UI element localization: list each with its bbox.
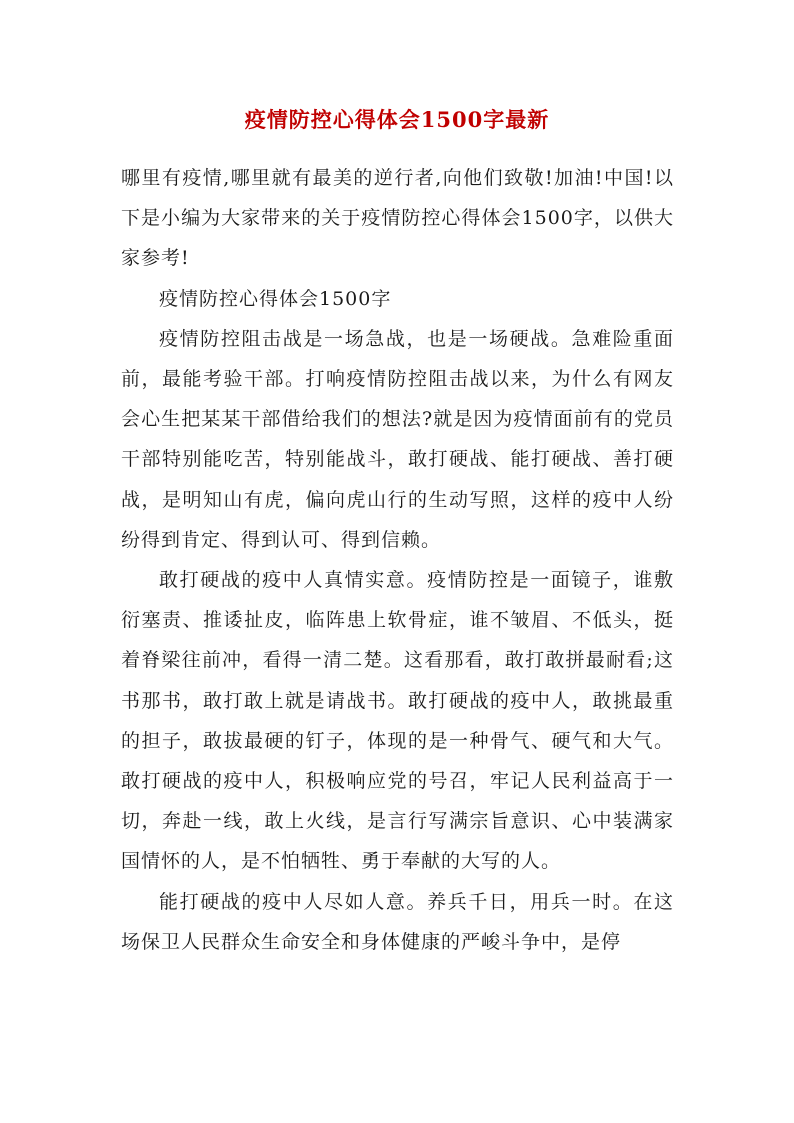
body-paragraph: 能打硬战的疫中人尽如人意。养兵千日，用兵一时。在这场保卫人民群众生命安全和身体健康的严峻斗争中，是停 <box>121 890 674 953</box>
body-paragraph: 疫情防控阻击战是一场急战，也是一场硬战。急难险重面前，最能考验干部。打响疫情防控阻击战以来，为什么有网友会心生把某某干部借给我们的想法?就是因为疫情面前有的党员干部特别能吃苦，特别能战斗，敢打硬战、能打硬战、善打硬战，是明知山有虎，偏向虎山行的生动写照，这样的疫中人纷纷得到肯定、得到认可、得到信赖。 <box>121 327 674 551</box>
document-title: 疫情防控心得体会1500字最新 <box>244 107 550 132</box>
document-body <box>121 158 674 962</box>
intro-paragraph: 哪里有疫情,哪里就有最美的逆行者,向他们致敬!加油!中国!以下是小编为大家带来的关于疫情防控心得体会1500字，以供大家参考! <box>121 167 674 270</box>
body-paragraph: 敢打硬战的疫中人真情实意。疫情防控是一面镜子，谁敷衍塞责、推诿扯皮，临阵患上软骨症，谁不皱眉、不低头，挺着脊梁往前冲，看得一清二楚。这看那看，敢打敢拼最耐看;这书那书，敢打敢上就是请战书。敢打硬战的疫中人，敢挑最重的担子，敢拔最硬的钉子，体现的是一种骨气、硬气和大气。敢打硬战的疫中人，积极响应党的号召，牢记人民利益高于一切，奔赴一线，敢上火线，是言行写满宗旨意识、心中装满家国情怀的人，是不怕牺牲、勇于奉献的大写的人。 <box>121 569 674 873</box>
section-subheading: 疫情防控心得体会1500字 <box>159 287 392 310</box>
